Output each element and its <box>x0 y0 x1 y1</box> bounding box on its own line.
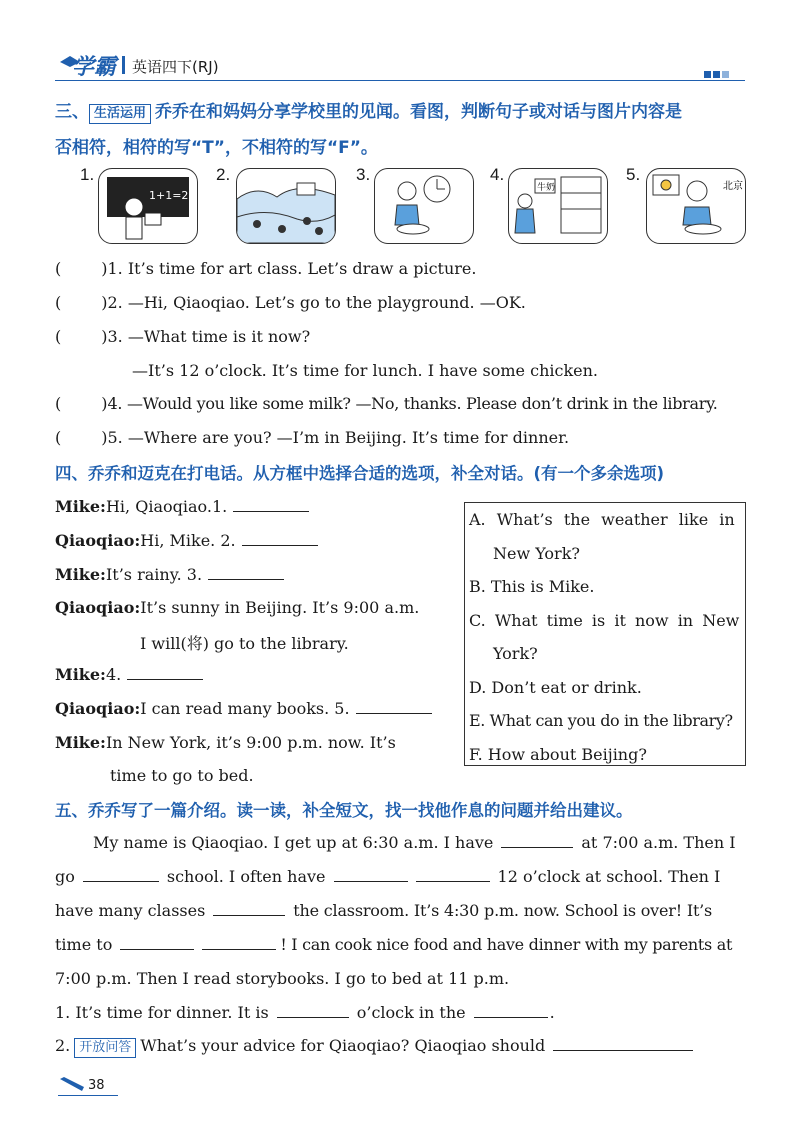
question-2: 2. 开放问答 What’s your advice for Qiaoqiao? Qiaoqiao should <box>55 1036 693 1058</box>
judge-item-4: ( )4. —Would you like some milk? —No, thanks. Please don’t drink in the library. <box>55 394 718 413</box>
passage-blank-3[interactable] <box>334 867 408 882</box>
dialog-line-6: Qiaoqiao:I can read many books. 5. <box>55 699 432 718</box>
blank-2[interactable] <box>242 531 318 546</box>
passage-blank-5[interactable] <box>213 901 285 916</box>
judge-item-5: ( )5. —Where are you? —I’m in Beijing. It’s time for dinner. <box>55 428 570 447</box>
sec3-heading-line2: 否相符，相符的写“T”，不相符的写“F”。 <box>55 138 378 158</box>
milk-text: 牛奶 <box>537 183 556 193</box>
dialog-line-7: Mike:In New York, it’s 9:00 p.m. now. It’s <box>55 733 396 752</box>
pic-number-2: 2. <box>216 165 231 184</box>
sec3-tag: 生活运用 <box>89 104 151 124</box>
dialog-line-1: Mike:Hi, Qiaoqiao.1. <box>55 497 309 516</box>
option-c-cont: York? <box>493 644 538 663</box>
header-marks <box>704 63 729 82</box>
blank-4[interactable] <box>127 665 203 680</box>
q1-blank-2[interactable] <box>474 1003 548 1018</box>
q1-blank-1[interactable] <box>277 1003 349 1018</box>
sec4-heading: 四、乔乔和迈克在打电话。从方框中选择合适的选项，补全对话。(有一个多余选项) <box>55 464 665 483</box>
picture-girl-clock-lunch <box>374 168 474 244</box>
passage-blank-7[interactable] <box>202 935 276 950</box>
dialog-line-3: Mike:It’s rainy. 3. <box>55 565 284 584</box>
header-divider <box>122 56 125 74</box>
dialog-line-7b: time to go to bed. <box>110 766 254 785</box>
picture-library-milk <box>508 168 608 244</box>
options-box <box>464 502 746 766</box>
judge-item-1: ( )1. It’s time for art class. Let’s draw a picture. <box>55 259 477 278</box>
header-title: 英语四下(RJ) <box>132 58 219 76</box>
passage-line-3: have many classes the classroom. It’s 4:30 p.m. now. School is over! It’s <box>55 901 713 920</box>
sec5-heading: 五、乔乔写了一篇介绍。读一读，补全短文，找一找他作息的问题并给出建议。 <box>55 801 633 820</box>
option-c: C. What time is it now in New <box>469 610 740 630</box>
option-b: B. This is Mike. <box>469 577 595 596</box>
header-rule <box>55 80 745 81</box>
pic-number-4: 4. <box>490 165 505 184</box>
pic-number-1: 1. <box>80 165 95 184</box>
passage-line-2: go school. I often have 12 o’clock at school. Then I <box>55 867 721 886</box>
option-a: A. What’s the weather like in <box>469 510 735 529</box>
pic-number-5: 5. <box>626 165 641 184</box>
option-a-cont: New York? <box>493 543 580 563</box>
judge-item-3: ( )3. —What time is it now? <box>55 327 311 346</box>
dialog-line-5: Mike:4. <box>55 665 203 684</box>
passage-line-4: time to ! I can cook nice food and have dinner with my parents at <box>55 935 733 954</box>
blank-3[interactable] <box>208 565 284 580</box>
dialog-line-4: Qiaoqiao:It’s sunny in Beijing. It’s 9:00 a.m. <box>55 598 420 617</box>
option-d: D. Don’t eat or drink. <box>469 677 642 697</box>
header-logo <box>58 50 118 80</box>
passage-line-1: My name is Qiaoqiao. I get up at 6:30 a.m. I have at 7:00 a.m. Then I <box>93 833 736 852</box>
dialog-line-4b: I will(将) go to the library. <box>140 634 349 653</box>
question-1: 1. It’s time for dinner. It is o’clock in the . <box>55 1003 555 1022</box>
judge-item-3-reply: —It’s 12 o’clock. It’s time for lunch. I have some chicken. <box>132 361 599 380</box>
option-f: F. How about Beijing? <box>469 744 647 764</box>
option-e: E. What can you do in the library? <box>469 711 733 730</box>
blank-1[interactable] <box>233 497 309 512</box>
judge-item-2: ( )2. —Hi, Qiaoqiao. Let’s go to the playground. —OK. <box>55 293 526 312</box>
passage-blank-4[interactable] <box>416 867 490 882</box>
picture-girl-beijing-dinner <box>646 168 746 244</box>
blank-5[interactable] <box>356 699 432 714</box>
q2-tag: 开放问答 <box>74 1038 136 1058</box>
brand-name: 学霸 <box>72 55 117 80</box>
sec3-heading: 三、 生活运用 乔乔在和妈妈分享学校里的见闻。看图，判断句子或对话与图片内容是 <box>55 102 683 122</box>
board-text: 1+1=2 <box>149 189 189 202</box>
picture-playground <box>236 168 336 244</box>
pic-number-3: 3. <box>356 165 371 184</box>
passage-blank-2[interactable] <box>83 867 159 882</box>
page-number: 38 <box>88 1078 105 1093</box>
q2-blank[interactable] <box>553 1036 693 1051</box>
footer-rule <box>58 1095 118 1096</box>
picture-teacher-math <box>98 168 198 244</box>
dialog-line-2: Qiaoqiao:Hi, Mike. 2. <box>55 531 318 550</box>
passage-blank-6[interactable] <box>120 935 194 950</box>
passage-line-5: 7:00 p.m. Then I read storybooks. I go to bed at 11 p.m. <box>55 969 510 988</box>
passage-blank-1[interactable] <box>501 833 573 848</box>
city-text: 北京 <box>723 181 743 192</box>
